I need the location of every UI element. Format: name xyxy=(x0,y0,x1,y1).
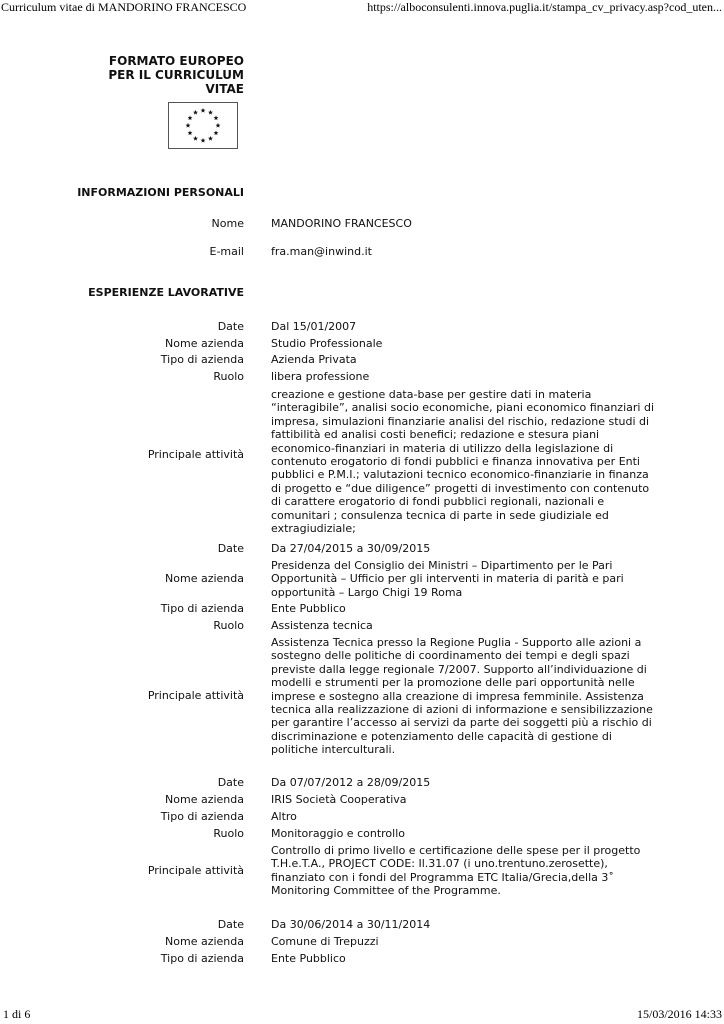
job-3-type: Altro xyxy=(271,810,297,823)
job-2-role-label: Ruolo xyxy=(213,619,244,632)
print-timestamp: 15/03/2016 14:33 xyxy=(636,1007,722,1021)
job-2-date: Da 27/04/2015 a 30/09/2015 xyxy=(271,542,431,555)
eu-star-icon xyxy=(188,130,193,135)
job-3-activities-label: Principale attività xyxy=(147,864,244,877)
job-1-role: libera professione xyxy=(271,370,370,383)
eu-star-icon xyxy=(216,123,221,128)
job-1-date: Dal 15/01/2007 xyxy=(271,320,357,333)
job-1-role-label: Ruolo xyxy=(213,370,244,383)
eu-star-icon xyxy=(188,115,193,120)
job-1-company-label: Nome azienda xyxy=(165,337,244,350)
job-3-company: IRIS Società Cooperativa xyxy=(271,793,407,806)
eu-star-icon xyxy=(186,123,191,128)
job-3-role: Monitoraggio e controllo xyxy=(271,827,405,840)
job-4-date: Da 30/06/2014 a 30/11/2014 xyxy=(271,918,431,931)
print-page-count: 1 di 6 xyxy=(3,1007,31,1021)
job-4-type: Ente Pubblico xyxy=(271,952,346,965)
print-page-title: Curriculum vitae di MANDORINO FRANCESCO xyxy=(1,0,247,14)
job-4-company-label: Nome azienda xyxy=(165,935,244,948)
job-3-activities: Controllo di primo livello e certificazione delle spese per il progetto T.H.e.T.A., PROJECT CODE: Il.31.07 (i uno.trentuno.zerosette), finanziato con i fondi del Programma ETC Italia/Grecia,della 3˚ Monitoring Committee of the Programme. xyxy=(271,844,641,898)
title-line-3: VITAE xyxy=(205,82,244,96)
name-label: Nome xyxy=(211,217,244,230)
eu-star-icon xyxy=(201,108,206,113)
email-label: E-mail xyxy=(209,245,244,258)
eu-star-icon xyxy=(193,110,198,115)
job-1-date-label: Date xyxy=(217,320,244,333)
eu-star-icon xyxy=(214,130,219,135)
title-line-2: PER IL CURRICULUM xyxy=(108,68,244,82)
eu-star-icon xyxy=(208,136,213,141)
eu-star-icon xyxy=(193,136,198,141)
name-value: MANDORINO FRANCESCO xyxy=(271,217,412,230)
job-1-type-label: Tipo di azienda xyxy=(160,353,244,366)
job-2-type-label: Tipo di azienda xyxy=(160,602,244,615)
job-1-activities: creazione e gestione data-base per gestire dati in materia “interagibile”, analisi socio economiche, piani economico finanziari di impresa, simulazioni finanziarie analisi del rischio, redazione studi di fattibilità ed analisi costi benefici; redazione e stesura piani economico-finanziari in materia di utilizzo della legislazione di contenuto erogatorio di fondi pubblici e finanza innovativa per Enti pubblici e P.M.I.; valutazioni tecnico economico-finanziarie in finanza di progetto e “due diligence” progetti di investimento con contenuto di carattere erogatorio di fondi pubblici regionali, nazionali e comunitari ; consulenza tecnica di parte in sede giudiziale ed extragiudiziale; xyxy=(271,388,654,536)
job-3-company-label: Nome azienda xyxy=(165,793,244,806)
job-2-company-label: Nome azienda xyxy=(165,572,244,585)
job-3-date-label: Date xyxy=(217,776,244,789)
job-2-role: Assistenza tecnica xyxy=(271,619,373,632)
job-3-role-label: Ruolo xyxy=(213,827,244,840)
job-4-company: Comune di Trepuzzi xyxy=(271,935,379,948)
eu-star-icon xyxy=(214,115,219,120)
job-1-company: Studio Professionale xyxy=(271,337,383,350)
job-2-type: Ente Pubblico xyxy=(271,602,346,615)
work-experience-heading: ESPERIENZE LAVORATIVE xyxy=(88,286,244,299)
title-line-1: FORMATO EUROPEO xyxy=(108,54,244,68)
job-4-date-label: Date xyxy=(217,918,244,931)
eu-star-icon xyxy=(201,138,206,143)
eu-star-icon xyxy=(208,110,213,115)
job-3-date: Da 07/07/2012 a 28/09/2015 xyxy=(271,776,431,789)
email-value: fra.man@inwind.it xyxy=(271,245,372,258)
job-3-type-label: Tipo di azienda xyxy=(160,810,244,823)
job-1-activities-label: Principale attività xyxy=(147,448,244,461)
job-2-activities-label: Principale attività xyxy=(147,689,244,702)
job-1-type: Azienda Privata xyxy=(271,353,357,366)
eu-stars-circle xyxy=(169,103,237,148)
job-2-activities: Assistenza Tecnica presso la Regione Puglia - Supporto alle azioni a sostegno delle politiche di coordinamento dei tempi e degli spazi previste dalla legge regionale 7/2007. Supporto all’individuazione di modelli e strumenti per la promozione delle pari opportunità nelle imprese e sostegno alla creazione di impresa femminile. Assistenza tecnica alla realizzazione di azioni di informazione e sensibilizzazione per garantire l’accesso ai servizi da parte dei soggetti più a rischio di discriminazione e potenziamento delle capacità di gestione di politiche interculturali. xyxy=(271,636,653,757)
cv-format-title xyxy=(70,54,244,96)
job-4-type-label: Tipo di azienda xyxy=(160,952,244,965)
job-2-company: Presidenza del Consiglio dei Ministri – Dipartimento per le Pari Opportunità – Ufficio per gli interventi in materia di parità e pari opportunità – Largo Chigi 19 Roma xyxy=(271,559,624,599)
eu-flag-icon xyxy=(168,102,238,149)
print-url: https://alboconsulenti.innova.puglia.it/stampa_cv_privacy.asp?cod_uten... xyxy=(367,0,722,14)
job-2-date-label: Date xyxy=(217,542,244,555)
personal-info-heading: INFORMAZIONI PERSONALI xyxy=(77,186,244,199)
